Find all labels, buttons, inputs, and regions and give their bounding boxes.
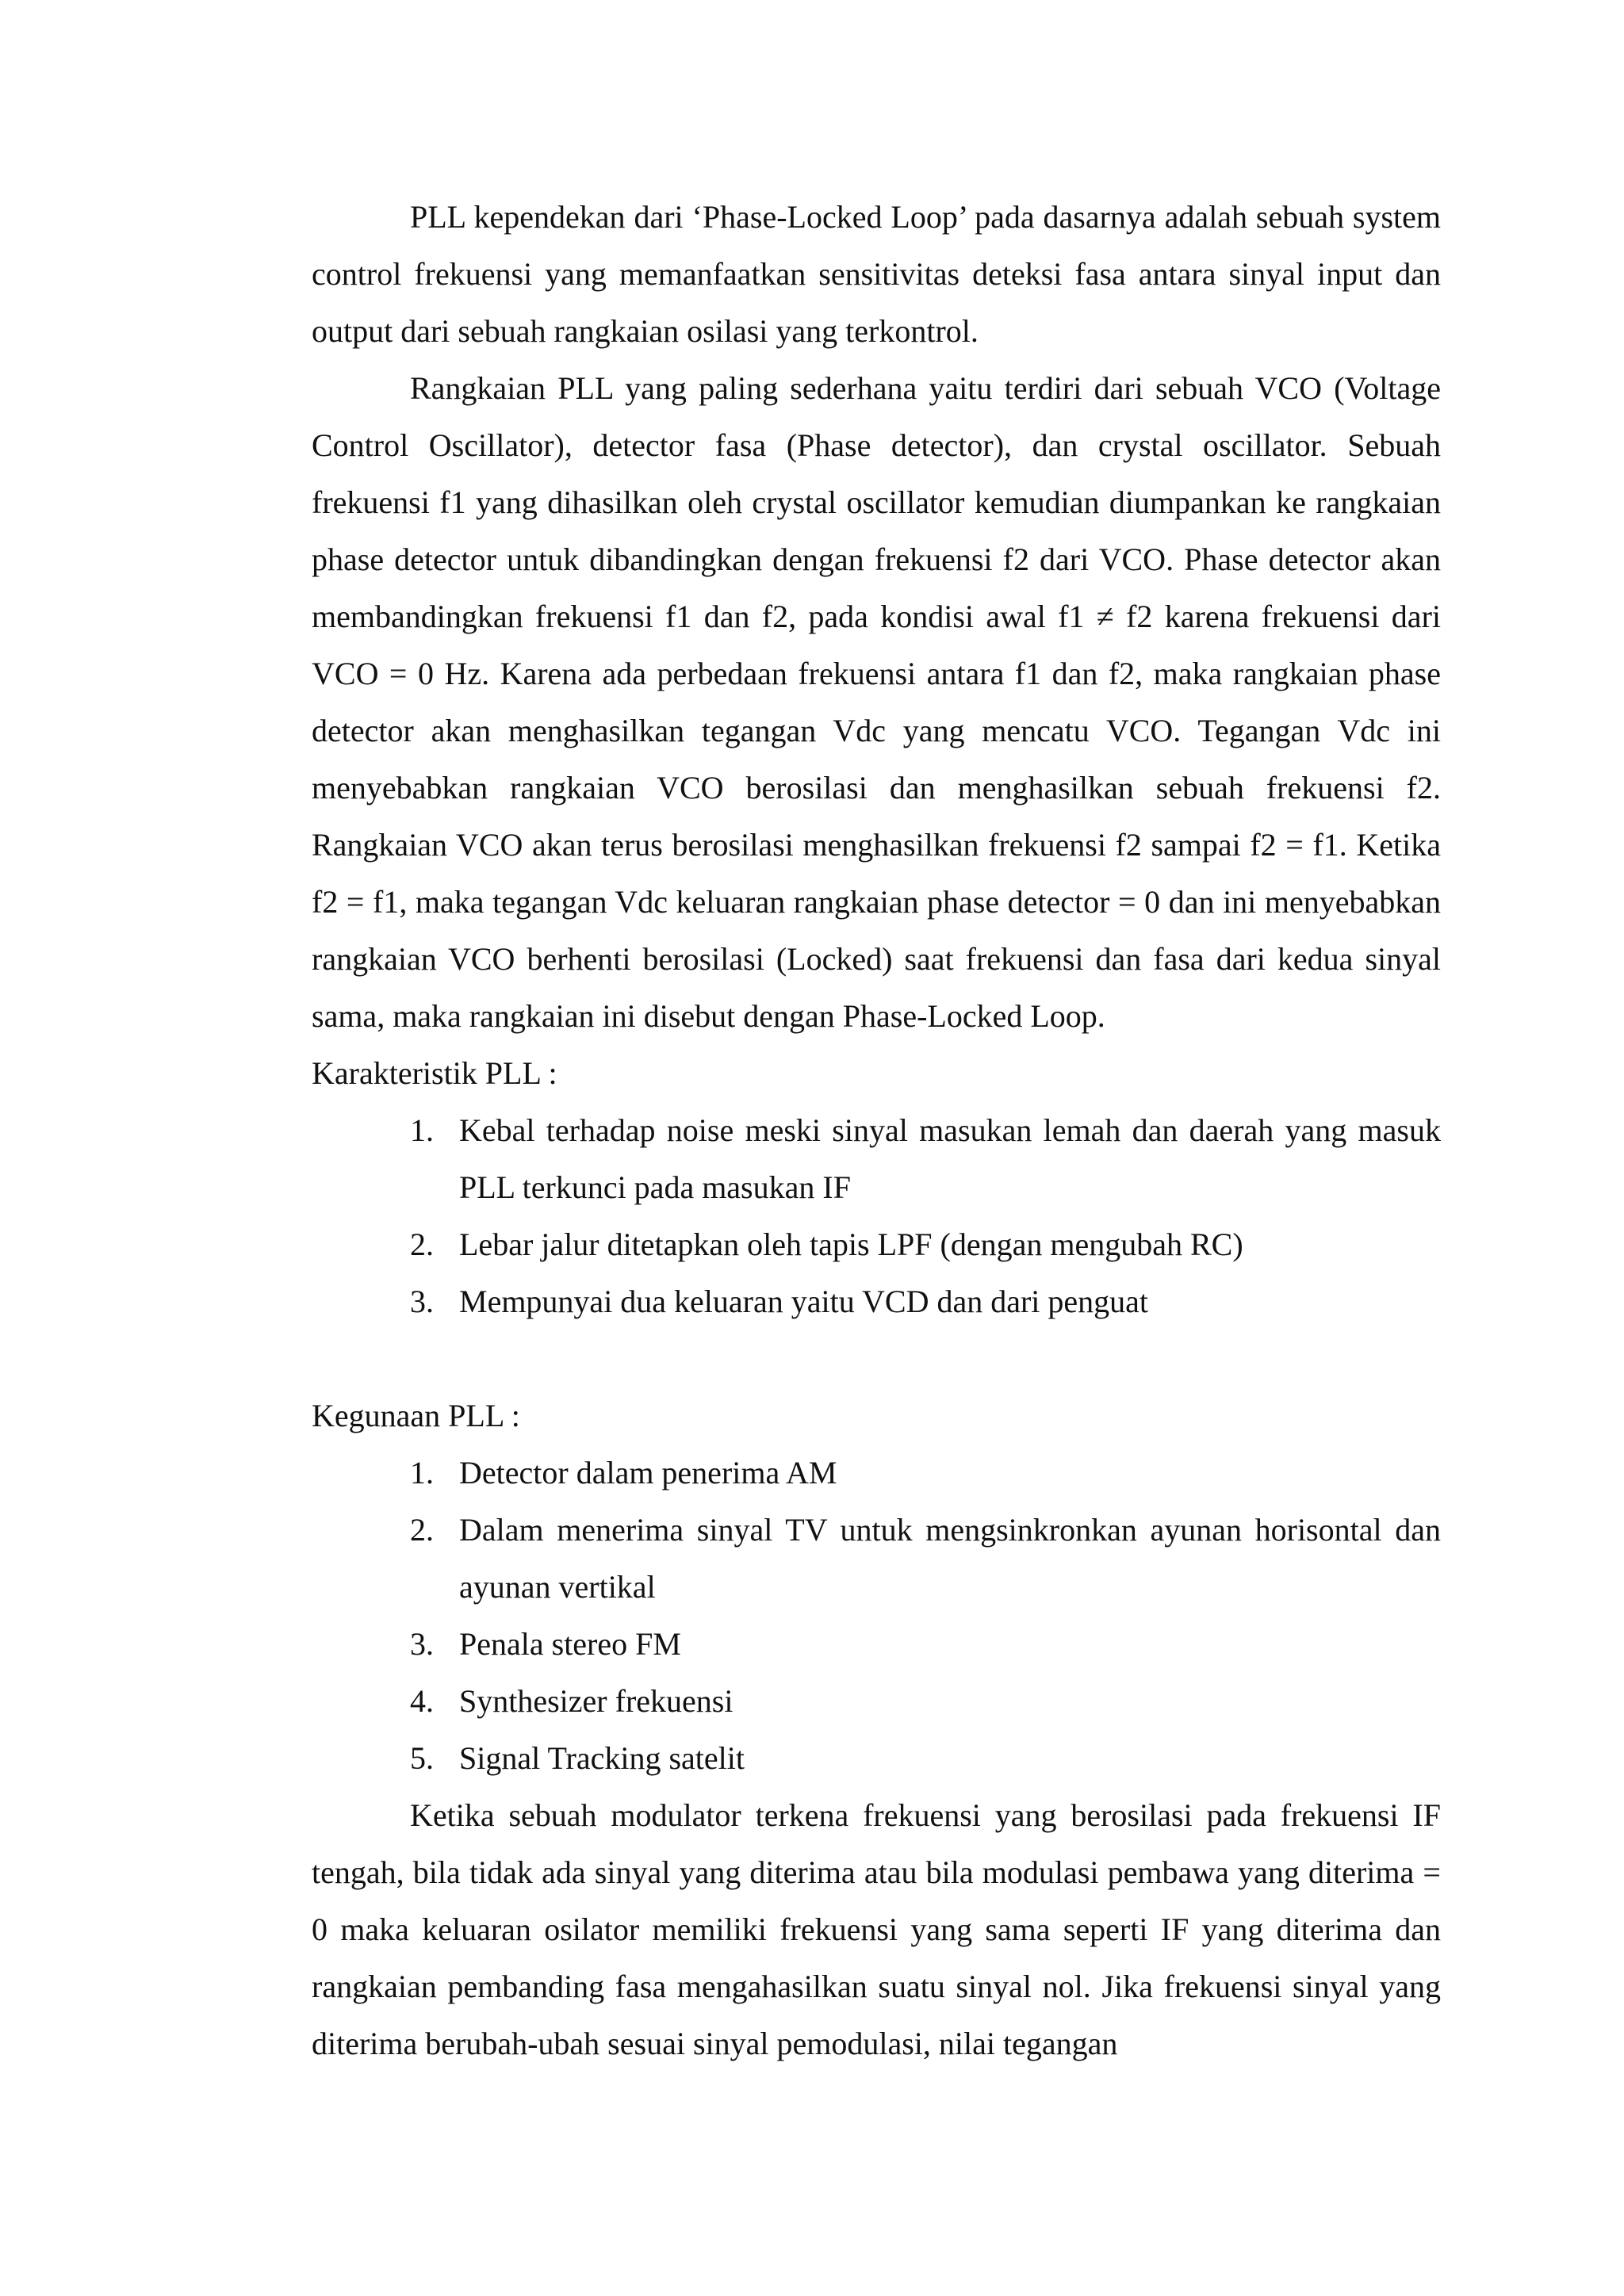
list-kegunaan [312,1445,1441,1787]
paragraph-pll-circuit: Rangkaian PLL yang paling sederhana yaitu terdiri dari sebuah VCO (Voltage Control Oscillator), detector fasa (Phase detector), dan crystal oscillator. Sebuah frekuensi f1 yang dihasilkan oleh crystal oscillator kemudian diumpankan ke rangkaian phase detector untuk dibandingkan dengan frekuensi f2 dari VCO. Phase detector akan membandingkan frekuensi f1 dan f2, pada kondisi awal f1 ≠ f2 karena frekuensi dari VCO = 0 Hz. Karena ada perbedaan frekuensi antara f1 dan f2, maka rangkaian phase detector akan menghasilkan tegangan Vdc yang mencatu VCO. Tegangan Vdc ini menyebabkan rangkaian VCO berosilasi dan menghasilkan sebuah frekuensi f2. Rangkaian VCO akan terus berosilasi menghasilkan frekuensi f2 sampai f2 = f1. Ketika f2 = f1, maka tegangan Vdc keluaran rangkaian phase detector = 0 dan ini menyebabkan rangkaian VCO berhenti berosilasi (Locked) saat frekuensi dan fasa dari kedua sinyal sama, maka rangkaian ini disebut dengan Phase-Locked Loop. [312,370,1441,1034]
list-item-text: Penala stereo FM [459,1626,681,1662]
list-item-text: Synthesizer frekuensi [459,1683,733,1719]
section-spacer [312,1330,1441,1387]
list-item-number: 1. [410,1112,434,1148]
list-item [312,1502,1441,1616]
document-page [312,189,1441,2072]
list-item-text: Lebar jalur ditetapkan oleh tapis LPF (dengan mengubah RC) [459,1226,1243,1262]
list-item-number: 4. [410,1683,434,1719]
list-item-text: Mempunyai dua keluaran yaitu VCD dan dari penguat [459,1284,1149,1319]
list-item-number: 3. [410,1626,434,1662]
list-item-number: 5. [410,1740,434,1776]
list-item-number: 1. [410,1455,434,1490]
list-item-text: Signal Tracking satelit [459,1740,745,1776]
list-item [312,1673,1441,1730]
list-item [312,1102,1441,1216]
list-item-text: Detector dalam penerima AM [459,1455,837,1490]
list-item [312,1616,1441,1673]
heading-kegunaan: Kegunaan PLL : [312,1398,520,1433]
list-item-number: 2. [410,1512,434,1548]
list-item-text: Kebal terhadap noise meski sinyal masukan lemah dan daerah yang masuk PLL terkunci pada masukan IF [459,1112,1441,1205]
list-item [312,1216,1441,1273]
list-item [312,1730,1441,1787]
paragraph-modulator: Ketika sebuah modulator terkena frekuensi yang berosilasi pada frekuensi IF tengah, bila tidak ada sinyal yang diterima atau bila modulasi pembawa yang diterima = 0 maka keluaran osilator memiliki frekuensi yang sama seperti IF yang diterima dan rangkaian pembanding fasa mengahasilkan suatu sinyal nol. Jika frekuensi sinyal yang diterima berubah-ubah sesuai sinyal pemodulasi, nilai tegangan [312,1797,1441,2061]
list-karakteristik [312,1102,1441,1330]
list-item [312,1445,1441,1502]
list-item-text: Dalam menerima sinyal TV untuk mengsinkronkan ayunan horisontal dan ayunan vertikal [459,1512,1441,1605]
list-item [312,1273,1441,1330]
list-item-number: 3. [410,1284,434,1319]
paragraph-pll-definition: PLL kependekan dari ‘Phase-Locked Loop’ pada dasarnya adalah sebuah system control frekuensi yang memanfaatkan sensitivitas deteksi fasa antara sinyal input dan output dari sebuah rangkaian osilasi yang terkontrol. [312,199,1441,349]
heading-karakteristik: Karakteristik PLL : [312,1055,557,1091]
list-item-number: 2. [410,1226,434,1262]
